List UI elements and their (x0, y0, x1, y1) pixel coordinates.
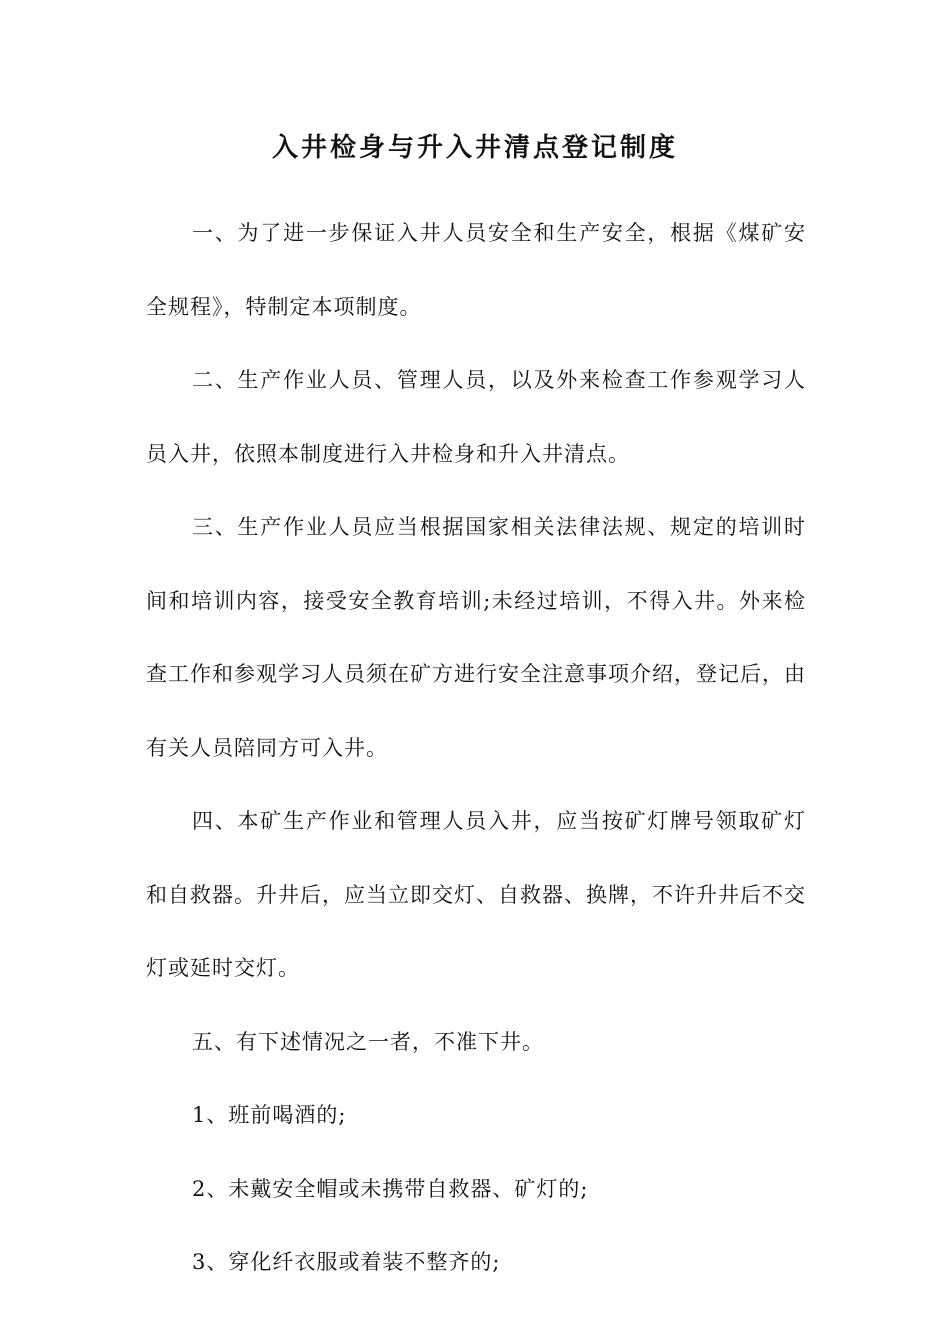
paragraph-3: 三、生产作业人员应当根据国家相关法律法规、规定的培训时间和培训内容，接受安全教育培训;未经过培训，不得入井。外来检查工作和参观学习人员须在矿方进行安全注意事项介绍，登记后，由有关人员陪同方可入井。 (146, 515, 806, 760)
paragraph-1: 一、为了进一步保证入井人员安全和生产安全，根据《煤矿安全规程》，特制定本项制度。 (146, 221, 806, 319)
paragraph-5: 五、有下述情况之一者，不准下井。 (192, 1029, 544, 1054)
document-title: 入井检身与升入井清点登记制度 (271, 133, 678, 163)
document-body (146, 197, 806, 1300)
list-item-1: 1、班前喝酒的; (192, 1103, 347, 1127)
list-item-3: 3、穿化纤衣服或着装不整齐的; (192, 1250, 501, 1274)
paragraph-4: 四、本矿生产作业和管理人员入井，应当按矿灯牌号领取矿灯和自救器。升井后，应当立即交灯、自救器、换牌，不许升井后不交灯或延时交灯。 (146, 809, 806, 980)
paragraph-2: 二、生产作业人员、管理人员，以及外来检查工作参观学习人员入井，依照本制度进行入井检身和升入井清点。 (146, 368, 806, 466)
list-item-2: 2、未戴安全帽或未携带自救器、矿灯的; (192, 1176, 589, 1201)
